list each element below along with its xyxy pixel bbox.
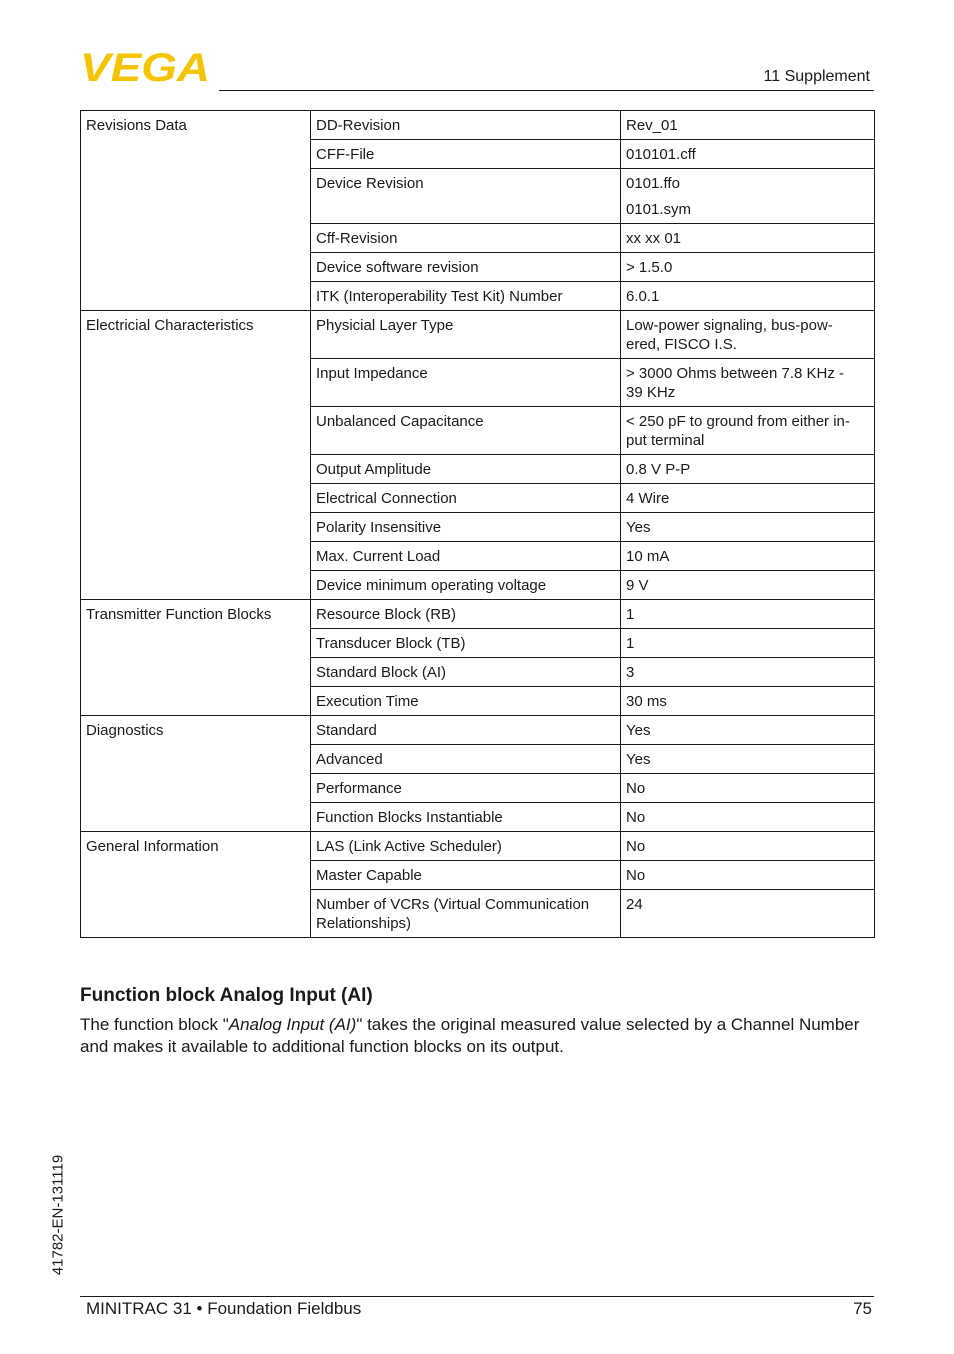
- parameter-cell: Standard: [311, 716, 621, 745]
- value-cell: [621, 745, 875, 774]
- value-cell: [621, 571, 875, 600]
- description-text-start: The function block ": [80, 1015, 229, 1034]
- parameter-cell: Unbalanced Capacitance: [311, 407, 621, 455]
- parameter-cell: Device minimum operating voltage: [311, 571, 621, 600]
- parameter-cell: Performance: [311, 774, 621, 803]
- page-number: 75: [853, 1299, 872, 1318]
- logo-text: VEGA: [80, 50, 210, 84]
- parameter-cell: Master Capable: [311, 861, 621, 890]
- category-cell: Electricial Characteristics: [81, 311, 311, 600]
- value-cell: [621, 111, 875, 140]
- value-line: Low-power signaling, bus-pow- ered, FISCO I.S.: [626, 317, 833, 353]
- value-cell: [621, 311, 875, 359]
- parameter-cell: Device software revision: [311, 253, 621, 282]
- function-block-description: [80, 1014, 870, 1058]
- value-line: No: [626, 809, 646, 826]
- footer-title: MINITRAC 31 • Foundation Fieldbus: [86, 1299, 362, 1318]
- value-line: Yes: [626, 722, 651, 739]
- function-block-heading: Function block Analog Input (AI): [80, 985, 373, 1006]
- section-label: 11 Supplement: [763, 68, 870, 85]
- value-line: Rev_01: [626, 117, 678, 134]
- value-cell: [621, 253, 875, 282]
- value-cell: [621, 890, 875, 938]
- value-cell: [621, 658, 875, 687]
- value-line: 3: [626, 664, 635, 681]
- table-row: [81, 111, 875, 140]
- value-cell: [621, 513, 875, 542]
- value-cell: [621, 407, 875, 455]
- value-line: xx xx 01: [626, 230, 682, 247]
- value-cell: [621, 282, 875, 311]
- value-line: 0101.sym: [626, 201, 692, 218]
- table-row: [81, 311, 875, 359]
- parameter-cell: Input Impedance: [311, 359, 621, 407]
- value-line: < 250 pF to ground from either in- put terminal: [626, 413, 850, 449]
- category-cell: Revisions Data: [81, 111, 311, 311]
- value-cell: [621, 140, 875, 169]
- parameter-cell: Polarity Insensitive: [311, 513, 621, 542]
- value-line: 1: [626, 606, 635, 623]
- value-line: 0101.ffo: [626, 175, 680, 192]
- value-line: Yes: [626, 751, 651, 768]
- value-cell: [621, 224, 875, 253]
- value-cell: [621, 687, 875, 716]
- value-line: 010101.cff: [626, 146, 696, 163]
- footer-rule: [80, 1296, 874, 1297]
- value-line: 1: [626, 635, 635, 652]
- specifications-table: [80, 110, 875, 938]
- parameter-cell: Max. Current Load: [311, 542, 621, 571]
- parameter-cell: Electrical Connection: [311, 484, 621, 513]
- value-line: Yes: [626, 519, 651, 536]
- value-line: 6.0.1: [626, 288, 660, 305]
- value-line: > 1.5.0: [626, 259, 673, 276]
- parameter-cell: Physicial Layer Type: [311, 311, 621, 359]
- value-cell: [621, 542, 875, 571]
- parameter-cell: Advanced: [311, 745, 621, 774]
- value-cell: [621, 484, 875, 513]
- value-cell: [621, 629, 875, 658]
- parameter-cell: LAS (Link Active Scheduler): [311, 832, 621, 861]
- value-cell: [621, 455, 875, 484]
- parameter-cell: Cff-Revision: [311, 224, 621, 253]
- parameter-cell: CFF-File: [311, 140, 621, 169]
- value-line: No: [626, 838, 646, 855]
- value-cell: [621, 716, 875, 745]
- description-italic-term: Analog Input (AI): [228, 1015, 357, 1034]
- value-line: No: [626, 867, 646, 884]
- value-line: 4 Wire: [626, 490, 670, 507]
- parameter-cell: ITK (Interoperability Test Kit) Number: [311, 282, 621, 311]
- value-line: 30 ms: [626, 693, 667, 710]
- parameter-cell: Output Amplitude: [311, 455, 621, 484]
- value-cell: [621, 169, 875, 224]
- header-rule: [219, 90, 874, 91]
- value-cell: [621, 803, 875, 832]
- specifications-table-body: [81, 111, 875, 938]
- vega-logo: [80, 50, 212, 84]
- value-cell: [621, 861, 875, 890]
- parameter-cell: Standard Block (AI): [311, 658, 621, 687]
- parameter-cell: Number of VCRs (Virtual Communication Relationships): [311, 890, 621, 938]
- table-row: [81, 716, 875, 745]
- value-line: > 3000 Ohms between 7.8 KHz - 39 KHz: [626, 365, 845, 401]
- parameter-cell: Function Blocks Instantiable: [311, 803, 621, 832]
- table-row: [81, 832, 875, 861]
- document-id-vertical: [48, 1140, 68, 1290]
- parameter-cell: Resource Block (RB): [311, 600, 621, 629]
- value-cell: [621, 600, 875, 629]
- parameter-cell: DD-Revision: [311, 111, 621, 140]
- value-cell: [621, 832, 875, 861]
- category-cell: Transmitter Function Blocks: [81, 600, 311, 716]
- description-text-end: " takes the original measured value selected by a Channel Number and makes it available to additional function blocks on its output.: [80, 1015, 860, 1056]
- value-line: 9 V: [626, 577, 649, 594]
- value-line: 10 mA: [626, 548, 670, 565]
- document-id: 41782-EN-131119: [49, 1154, 67, 1276]
- table-row: [81, 600, 875, 629]
- parameter-cell: Execution Time: [311, 687, 621, 716]
- value-line: No: [626, 780, 646, 797]
- value-line: 0.8 V P-P: [626, 461, 691, 478]
- value-line: 24: [626, 896, 643, 913]
- parameter-cell: Device Revision: [311, 169, 621, 224]
- value-cell: [621, 359, 875, 407]
- category-cell: Diagnostics: [81, 716, 311, 832]
- value-cell: [621, 774, 875, 803]
- parameter-cell: Transducer Block (TB): [311, 629, 621, 658]
- category-cell: General Information: [81, 832, 311, 938]
